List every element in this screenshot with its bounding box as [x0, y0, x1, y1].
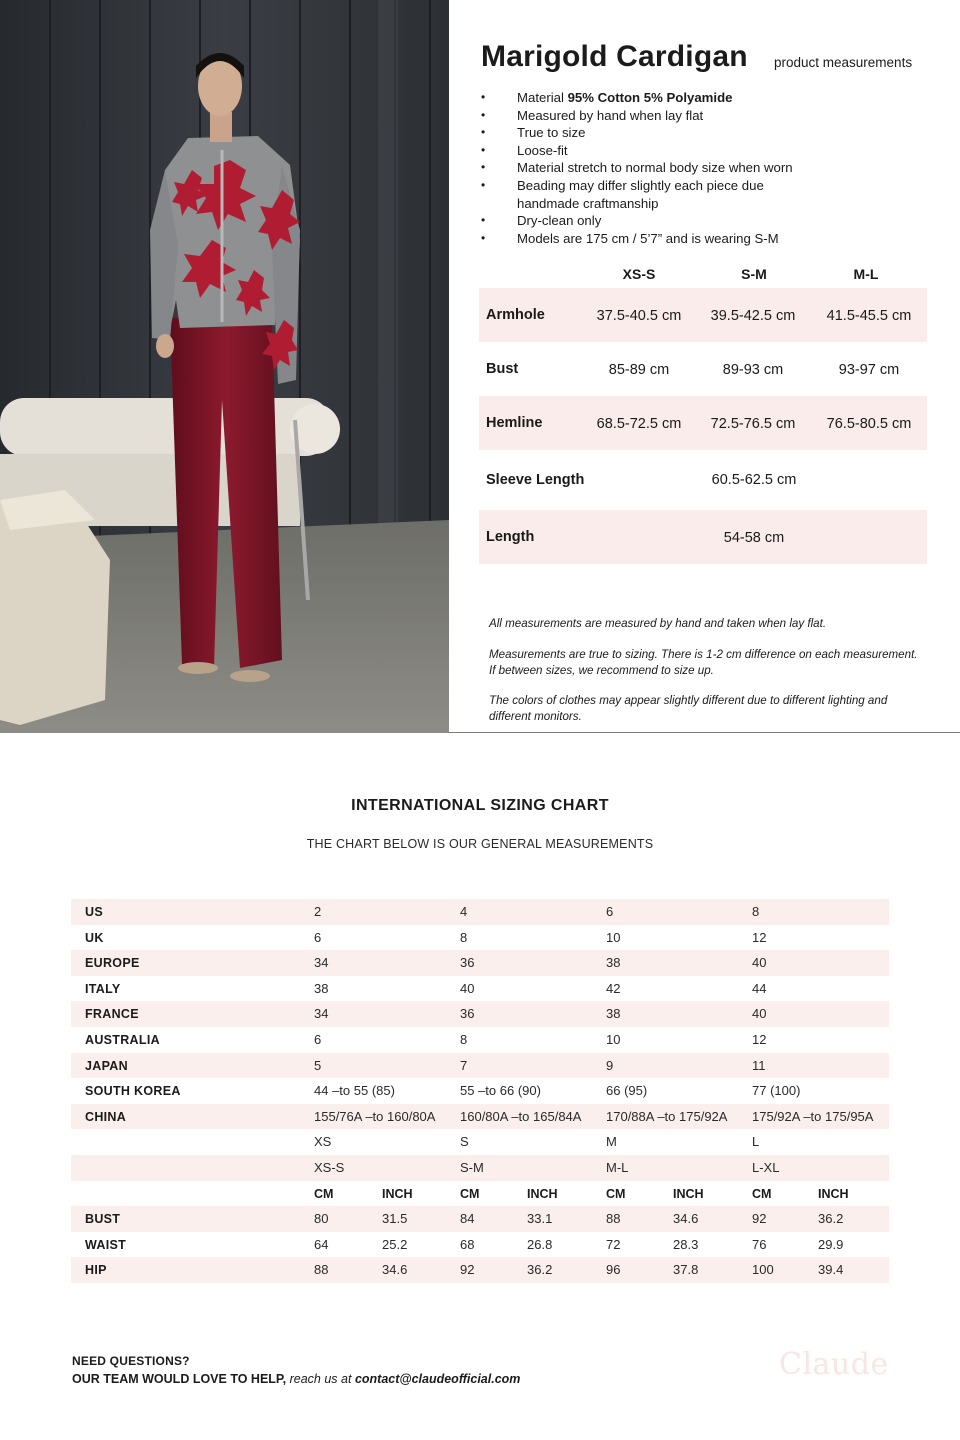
list-item: • True to size: [481, 124, 941, 142]
cell: 41.5-45.5 cm: [826, 308, 912, 324]
brand-watermark: Claude: [779, 1347, 889, 1382]
table-row: [71, 1104, 889, 1130]
table-row: [71, 1206, 889, 1232]
cell: 34.6: [673, 1211, 699, 1227]
note: Measurements are true to sizing. There is 1-2 cm difference on each measurement. If between sizes, we recommend to size up.: [489, 647, 918, 677]
size-header: S-M: [741, 266, 767, 282]
cell: 64: [314, 1236, 329, 1252]
table-row: [71, 1232, 889, 1258]
unit-header: CM: [314, 1186, 334, 1201]
cell: 40: [752, 1006, 767, 1022]
table-row: [71, 899, 889, 925]
list-item: • Loose-fit: [481, 142, 941, 160]
row-label: EUROPE: [85, 956, 140, 971]
cell: 38: [606, 1006, 621, 1022]
cell: 66 (95): [606, 1083, 648, 1099]
cell: 31.5: [382, 1211, 408, 1227]
row-label: Length: [486, 529, 535, 545]
list-item: • Measured by hand when lay flat: [481, 107, 941, 125]
cell: 6: [606, 904, 614, 919]
product-details-list: [481, 89, 941, 247]
row-label: AUSTRALIA: [85, 1032, 160, 1047]
footer-contact: [72, 1352, 520, 1388]
cell: 40: [460, 980, 475, 996]
cell: 92: [460, 1262, 475, 1278]
cell: 8: [460, 1031, 468, 1047]
cell: 36.2: [527, 1262, 553, 1278]
unit-header: INCH: [673, 1186, 704, 1201]
cell: 39.4: [818, 1262, 844, 1278]
cell: 2: [314, 904, 322, 919]
row-label: FRANCE: [85, 1007, 139, 1022]
cell: 10: [606, 929, 621, 945]
cell: 44 –to 55 (85): [314, 1083, 395, 1099]
cell: M-L: [606, 1159, 629, 1175]
product-subtitle: product measurements: [774, 55, 913, 70]
table-row: [71, 1257, 889, 1283]
cell: 34.6: [382, 1262, 408, 1278]
table-row: [71, 1078, 889, 1104]
cell: 9: [606, 1057, 614, 1073]
cell: 26.8: [527, 1236, 553, 1252]
list-item: • Models are 175 cm / 5’7” and is wearing S-M: [481, 230, 941, 248]
cell: M: [606, 1134, 617, 1150]
cell: 10: [606, 1031, 621, 1047]
unit-header: CM: [606, 1186, 626, 1201]
cell: 92: [752, 1211, 767, 1227]
size-header: M-L: [853, 266, 879, 282]
cell: L-XL: [752, 1159, 780, 1175]
product-photo: [0, 0, 449, 733]
cell: 28.3: [673, 1236, 699, 1252]
cell: 72.5-76.5 cm: [710, 416, 796, 432]
row-label: US: [85, 905, 103, 919]
list-item: [481, 89, 941, 107]
row-label: ITALY: [85, 981, 121, 996]
help-line: [72, 1370, 520, 1388]
row-label: SOUTH KOREA: [85, 1084, 181, 1099]
table-row: [479, 288, 927, 342]
cell: 6: [314, 929, 322, 945]
table-row: [479, 450, 927, 510]
cell: 84: [460, 1211, 475, 1227]
list-item: • Material stretch to normal body size when worn: [481, 159, 941, 177]
row-label: JAPAN: [85, 1058, 128, 1073]
table-row: [71, 1027, 889, 1053]
material-value: 95% Cotton 5% Polyamide: [567, 90, 733, 105]
model-illustration: [0, 0, 449, 733]
cell: 89-93 cm: [722, 362, 784, 378]
measurements-table: [479, 260, 927, 564]
cell: 54-58 cm: [723, 530, 785, 546]
cell: 5: [314, 1057, 322, 1073]
cell: 80: [314, 1211, 329, 1227]
cell: 4: [460, 904, 468, 919]
table-row: [71, 1053, 889, 1079]
contact-email-link[interactable]: contact@claudeofficial.com: [354, 1372, 521, 1386]
product-title: Marigold Cardigan: [481, 40, 748, 73]
cell: 55 –to 66 (90): [460, 1083, 541, 1099]
cell: 37.8: [673, 1262, 699, 1278]
row-label: BUST: [85, 1212, 121, 1227]
row-label: Sleeve Length: [486, 472, 585, 488]
unit-header: INCH: [818, 1186, 849, 1201]
table-row: [71, 1155, 889, 1181]
section-divider: [449, 732, 960, 733]
cell: 76.5-80.5 cm: [826, 416, 912, 432]
cell: 60.5-62.5 cm: [711, 472, 797, 488]
cell: S: [460, 1134, 469, 1150]
cell: 6: [314, 1031, 322, 1047]
list-item: • Beading may differ slightly each piece due handmade craftmanship: [481, 177, 811, 212]
unit-header-row: [71, 1181, 889, 1207]
cell: 8: [460, 929, 468, 945]
cell: L: [752, 1134, 760, 1150]
cell: 12: [752, 1031, 767, 1047]
unit-header: CM: [460, 1186, 480, 1201]
product-info-panel: [449, 0, 960, 733]
table-row: [71, 950, 889, 976]
cell: 29.9: [818, 1236, 844, 1252]
table-row: [479, 342, 927, 396]
cell: 175/92A –to 175/95A: [752, 1108, 874, 1124]
table-row: [479, 510, 927, 564]
cell: 68: [460, 1236, 475, 1252]
cell: 88: [314, 1262, 329, 1278]
international-chart-subtitle: THE CHART BELOW IS OUR GENERAL MEASUREMENTS: [306, 837, 654, 851]
cell: 42: [606, 980, 621, 996]
cell: 25.2: [382, 1236, 408, 1252]
cell: 76: [752, 1236, 767, 1252]
unit-header: INCH: [527, 1186, 558, 1201]
need-questions-heading: NEED QUESTIONS?: [72, 1354, 190, 1368]
cell: 7: [460, 1057, 468, 1073]
international-sizing-table: [71, 899, 889, 1283]
cell: 72: [606, 1236, 621, 1252]
row-label: WAIST: [85, 1237, 127, 1252]
cell: 93-97 cm: [838, 362, 900, 378]
cell: 160/80A –to 165/84A: [460, 1108, 582, 1124]
cell: 39.5-42.5 cm: [710, 308, 796, 324]
row-label: Bust: [486, 361, 519, 377]
list-item: • Dry-clean only: [481, 212, 941, 230]
unit-header: INCH: [382, 1186, 413, 1201]
cell: XS-S: [314, 1159, 345, 1175]
cell: 100: [752, 1262, 774, 1278]
cell: 11: [752, 1057, 766, 1073]
row-label: UK: [85, 930, 104, 945]
note: The colors of clothes may appear slightly different due to different lighting and different monitors.: [489, 694, 888, 724]
row-label: CHINA: [85, 1109, 127, 1124]
cell: 44: [752, 980, 767, 996]
row-label: HIP: [85, 1263, 107, 1278]
cell: 12: [752, 929, 767, 945]
table-row: [71, 925, 889, 951]
cell: 8: [752, 904, 760, 919]
table-row: [71, 1129, 889, 1155]
size-header: XS-S: [622, 266, 656, 282]
cell: 96: [606, 1262, 621, 1278]
cell: 34: [314, 955, 329, 971]
cell: 85-89 cm: [608, 362, 670, 378]
note: All measurements are measured by hand and taken when lay flat.: [489, 617, 827, 630]
cell: 36.2: [818, 1211, 844, 1227]
international-chart-title: INTERNATIONAL SIZING CHART: [351, 797, 609, 814]
help-text: OUR TEAM WOULD LOVE TO HELP,: [72, 1372, 287, 1386]
cell: 68.5-72.5 cm: [596, 416, 682, 432]
material-prefix: Material: [517, 90, 568, 105]
cell: 36: [460, 955, 475, 971]
cell: 33.1: [527, 1211, 553, 1227]
help-connector: reach us at: [286, 1372, 355, 1386]
table-row: [71, 976, 889, 1002]
cell: 38: [606, 955, 621, 971]
cell: 40: [752, 955, 767, 971]
cell: 170/88A –to 175/92A: [606, 1108, 728, 1124]
cell: 88: [606, 1211, 621, 1227]
cell: 37.5-40.5 cm: [596, 308, 682, 324]
measurement-notes: [489, 616, 919, 740]
row-label: Armhole: [486, 307, 545, 323]
cell: 34: [314, 1006, 329, 1022]
cell: 38: [314, 980, 329, 996]
cell: 77 (100): [752, 1083, 801, 1099]
cell: 36: [460, 1006, 475, 1022]
cell: 155/76A –to 160/80A: [314, 1108, 436, 1124]
cell: S-M: [460, 1159, 484, 1175]
size-header-row: [479, 260, 927, 288]
unit-header: CM: [752, 1186, 772, 1201]
table-row: [71, 1001, 889, 1027]
row-label: Hemline: [486, 415, 543, 431]
cell: XS: [314, 1134, 332, 1150]
table-row: [479, 396, 927, 450]
